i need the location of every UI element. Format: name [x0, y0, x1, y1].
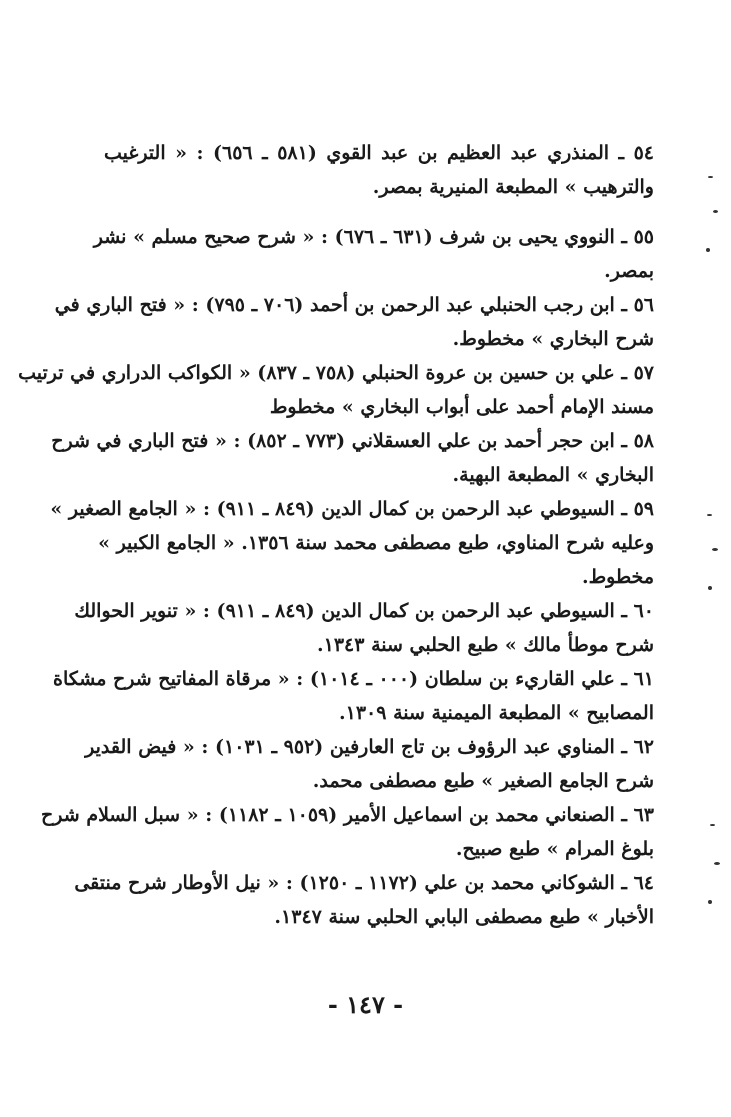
entry-line: ٦٣ ـ الصنعاني محمد بن اسماعيل الأمير (١٠٥٩ ـ ١١٨٢) : « سبل السلام شرح	[41, 804, 654, 826]
scan-speck	[707, 514, 712, 516]
entry-line: مسند الإمام أحمد على أبواب البخاري » مخطوط	[269, 396, 654, 418]
bibliography-entry	[74, 866, 654, 934]
entry-line: شرح البخاري » مخطوط.	[452, 328, 654, 350]
scan-speck	[710, 824, 715, 826]
bibliography-entry	[54, 288, 654, 356]
bibliography-list	[18, 136, 655, 934]
scan-speck	[712, 548, 718, 551]
scan-speck	[713, 210, 718, 213]
entry-line: ٥٦ ـ ابن رجب الحنبلي عبد الرحمن بن أحمد (٧٠٦ ـ ٧٩٥) : « فتح الباري في	[54, 294, 654, 316]
entry-line: والترهيب » المطبعة المنيرية بمصر.	[372, 176, 654, 198]
entry-line: المصابيح » المطبعة الميمنية سنة ١٣٠٩.	[339, 702, 654, 724]
bibliography-entry	[53, 662, 654, 730]
entry-line: البخاري » المطبعة البهية.	[452, 464, 654, 486]
entry-line: ٦٢ ـ المناوي عبد الرؤوف بن تاج العارفين (٩٥٢ ـ ١٠٣١) : « فيض القدير	[85, 736, 654, 758]
scan-speck	[708, 176, 713, 178]
entry-line: ٥٧ ـ علي بن حسين بن عروة الحنبلي (٧٥٨ ـ ٨٣٧) « الكواكب الدراري في ترتيب	[18, 362, 654, 384]
entry-line: ٥٥ ـ النووي يحيى بن شرف (٦٣١ ـ ٦٧٦) : « شرح صحيح مسلم » نشر	[93, 226, 654, 248]
entry-line: ٥٨ ـ ابن حجر أحمد بن علي العسقلاني (٧٧٣ ـ ٨٥٢) : « فتح الباري في شرح	[51, 430, 654, 452]
page-number: - ١٤٧ -	[327, 990, 404, 1019]
scan-speck	[708, 586, 712, 590]
bibliography-entry	[18, 356, 654, 424]
entry-line: ٥٤ ـ المنذري عبد العظيم بن عبد القوي (٥٨١ ـ ٦٥٦) : « الترغيب	[104, 142, 655, 164]
scan-speck	[708, 900, 712, 904]
entry-line: شرح موطأ مالك » طبع الحلبي سنة ١٣٤٣.	[317, 634, 654, 656]
bibliography-entry	[104, 136, 654, 204]
bibliography-entry	[93, 220, 654, 288]
entry-line: مخطوط.	[581, 566, 654, 588]
entry-line: بمصر.	[604, 260, 654, 282]
bibliography-entry	[41, 798, 654, 866]
entry-line: بلوغ المرام » طبع صبيح.	[455, 838, 654, 860]
entry-line: شرح الجامع الصغير » طبع مصطفى محمد.	[312, 770, 654, 792]
scan-speck	[714, 862, 720, 865]
entry-line: وعليه شرح المناوي، طبع مصطفى محمد سنة ١٣٥٦. « الجامع الكبير »	[98, 532, 654, 554]
entry-line: ٦١ ـ علي القاريء بن سلطان (٠٠٠ ـ ١٠١٤) : « مرقاة المفاتيح شرح مشكاة	[53, 668, 654, 690]
scan-speck	[706, 248, 710, 252]
entry-line: ٥٩ ـ السيوطي عبد الرحمن بن كمال الدين (٨٤٩ ـ ٩١١) : « الجامع الصغير »	[50, 498, 654, 520]
entry-line: ٦٤ ـ الشوكاني محمد بن علي (١١٧٢ ـ ١٢٥٠) : « نيل الأوطار شرح منتقى	[74, 872, 654, 894]
bibliography-entry	[85, 730, 654, 798]
bibliography-entry	[51, 424, 654, 492]
entry-line: ٦٠ ـ السيوطي عبد الرحمن بن كمال الدين (٨٤٩ ـ ٩١١) : « تنوير الحوالك	[74, 600, 654, 622]
entry-line: الأخبار » طبع مصطفى البابي الحلبي سنة ١٣٤٧.	[274, 906, 654, 928]
bibliography-entry	[50, 492, 654, 594]
bibliography-entry	[74, 594, 654, 662]
